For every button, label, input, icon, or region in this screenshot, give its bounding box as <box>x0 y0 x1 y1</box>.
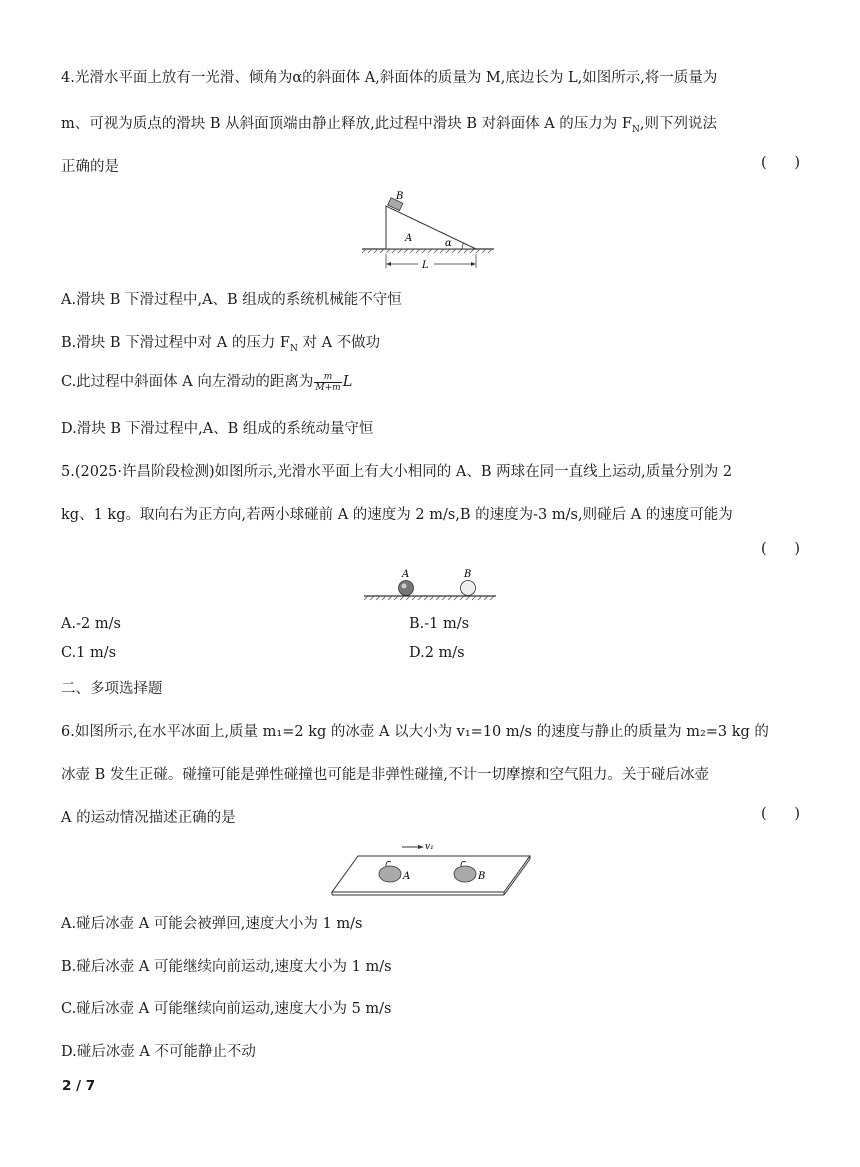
q4-label-B: B <box>396 191 404 202</box>
q4-fraction: $\frac{m}{M+m}$ <box>315 371 341 393</box>
q5-option-d[interactable]: D.2 m/s <box>409 645 465 661</box>
q5-stem-line1: 5.(2025·许昌阶段检测)如图所示,光滑水平面上有大小相同的 A、B 两球在同一直线上运动,质量分别为 2 <box>61 464 733 480</box>
q6-option-a[interactable]: A.碰后冰壶 A 可能会被弹回,速度大小为 1 m/s <box>61 916 363 932</box>
q4-option-d[interactable]: D.滑块 B 下滑过程中,A、B 组成的系统动量守恒 <box>61 421 374 437</box>
q6-option-d[interactable]: D.碰后冰壶 A 不可能静止不动 <box>61 1044 256 1060</box>
q4-option-a[interactable]: A.滑块 B 下滑过程中,A、B 组成的系统机械能不守恒 <box>61 292 402 308</box>
q6-option-b[interactable]: B.碰后冰壶 A 可能继续向前运动,速度大小为 1 m/s <box>61 959 392 975</box>
q4-option-b[interactable]: B.滑块 B 下滑过程中对 A 的压力 $F_N$ 对 A 不做功 <box>61 335 381 354</box>
page-number: 2 / 7 <box>62 1078 96 1094</box>
q5-option-a[interactable]: A.-2 m/s <box>61 616 121 632</box>
q6-label-A: A <box>403 871 411 882</box>
q4-label-L: L <box>422 260 429 271</box>
q5-option-b[interactable]: B.-1 m/s <box>409 616 470 632</box>
q5-option-c[interactable]: C.1 m/s <box>61 645 117 661</box>
q6-stem-line2: 冰壶 B 发生正碰。碰撞可能是弹性碰撞也可能是非弹性碰撞,不计一切摩擦和空气阻力。关于碰后冰壶 <box>61 767 709 783</box>
q6-option-c[interactable]: C.碰后冰壶 A 可能继续向前运动,速度大小为 5 m/s <box>61 1001 392 1017</box>
q4-option-c[interactable]: C.此过程中斜面体 A 向左滑动的距离为 $\frac{m}{M+m}$ L <box>61 371 353 393</box>
q5-label-B: B <box>464 569 472 580</box>
q6-label-B: B <box>478 871 486 882</box>
q4-stem-line1: 4.光滑水平面上放有一光滑、倾角为α的斜面体 A,斜面体的质量为 M,底边长为 L,如图所示,将一质量为 <box>61 70 718 86</box>
q6-label-v1: v₁ <box>425 842 434 852</box>
q4-stem-line2: m、可视为质点的滑块 B 从斜面顶端由静止释放,此过程中滑块 B 对斜面体 A 的压力为 $F_N$,则下列说法 <box>61 116 717 135</box>
q6-stem-line3: A 的运动情况描述正确的是 <box>61 810 236 826</box>
q4-label-A: A <box>405 233 413 244</box>
section-title-multiple-choice: 二、多项选择题 <box>61 681 163 697</box>
q6-figure-curling <box>328 838 534 898</box>
q6-stem-line1: 6.如图所示,在水平冰面上,质量 m₁=2 kg 的冰壶 A 以大小为 v₁=10 m/s 的速度与静止的质量为 m₂=3 kg 的 <box>61 724 769 740</box>
q4-stem-line3: 正确的是 <box>61 159 119 175</box>
q4-figure-incline <box>358 186 498 274</box>
q5-figure-balls <box>360 566 500 606</box>
q4-answer-paren: ( ) <box>761 155 800 171</box>
q4-label-alpha: α <box>445 238 452 249</box>
q5-label-A: A <box>402 569 410 580</box>
q6-answer-paren: ( ) <box>761 806 800 822</box>
q5-stem-line2: kg、1 kg。取向右为正方向,若两小球碰前 A 的速度为 2 m/s,B 的速度为-3 m/s,则碰后 A 的速度可能为 <box>61 507 733 523</box>
q5-answer-paren: ( ) <box>761 541 800 557</box>
